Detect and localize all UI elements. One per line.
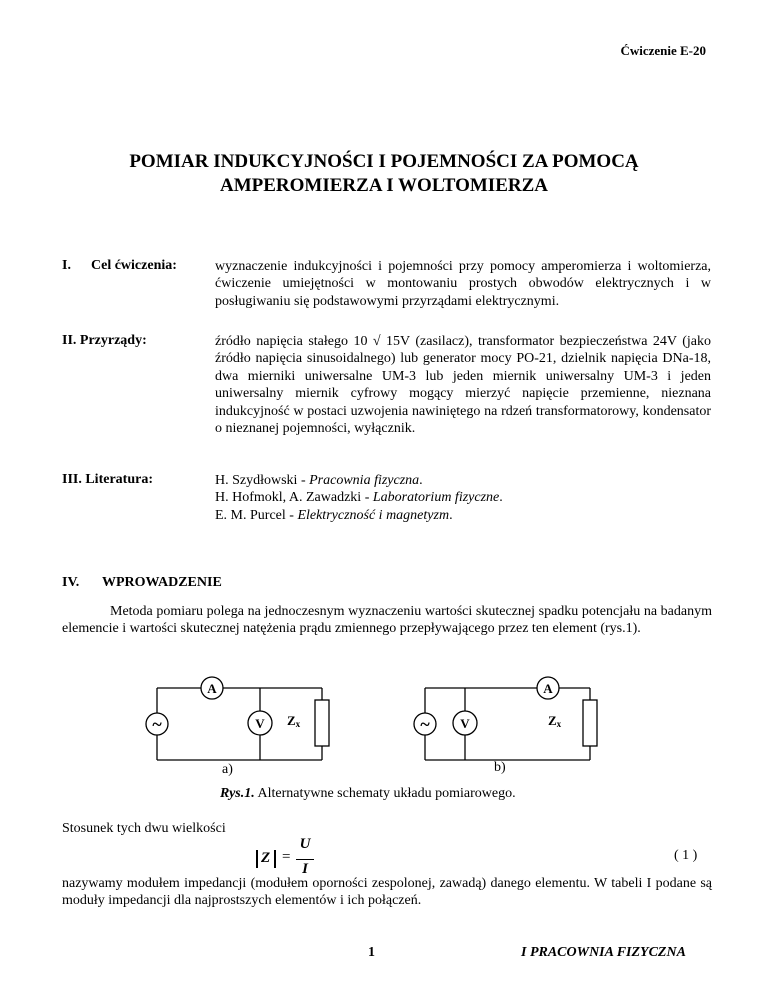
source-b-label: ~	[420, 714, 430, 734]
title-line-1: POMIAR INDUKCYJNOŚCI I POJEMNOŚCI ZA POMOCĄ	[129, 151, 639, 172]
literature-item: H. Hofmokl, A. Zawadzki - Laboratorium fizyczne.	[215, 490, 503, 506]
impedance-a-label: Zx	[287, 713, 301, 729]
page-number: 1	[368, 945, 375, 960]
equation-number: ( 1 )	[674, 848, 698, 863]
abs-bar-left	[256, 850, 258, 868]
intro-heading: WPROWADZENIE	[102, 575, 222, 590]
literature-item: E. M. Purcel - Elektryczność i magnetyzm.	[215, 507, 453, 523]
circuit-a	[146, 677, 329, 760]
ratio-intro: Stosunek tych dwu wielkości	[62, 821, 226, 836]
intro-number: IV.	[62, 575, 80, 590]
instruments-paragraph: źródło napięcia stałego 10 √ 15V (zasilacz), transformator bezpieczeństwa 24V (jako źródło napięcia sinusoidalnego) lub generator mocy PO-21, dzielnik napięcia DNa-18, dwa mierniki uniwersalne UM-3 lub jeden miernik uniwersalny UM-3 i jeden uniwersalny miernik cyfrowy mogący mierzyć napięcie przemienne, nieznana indukcyjność w postaci uzwojenia nawiniętego na rdzeń transformatorowy, kondensator o nieznanej pojemności, wyłącznik.	[215, 334, 711, 437]
impedance-b-label: Zx	[548, 713, 562, 729]
impedance-b-icon	[583, 700, 597, 746]
formula-denominator: I	[302, 861, 308, 877]
literature-list	[215, 472, 503, 524]
voltmeter-a-label: V	[255, 716, 265, 731]
literature-title: Elektryczność i magnetyzm	[297, 507, 450, 523]
ammeter-a-label: A	[207, 681, 217, 696]
formula-numerator: U	[299, 836, 311, 852]
circuit-diagrams	[0, 670, 768, 780]
instruments-text	[215, 333, 711, 437]
literature-item: H. Szydłowski - Pracownia fizyczna.	[215, 473, 423, 488]
source-a-label: ~	[152, 714, 162, 734]
literature-title: Pracownia fizyczna	[309, 473, 420, 488]
impedance-a-icon	[315, 700, 329, 746]
fraction-bar	[296, 859, 314, 860]
figure-caption: Rys.1. Alternatywne schematy układu pomiarowego.	[220, 786, 516, 801]
literature-label: III. Literatura:	[62, 472, 153, 487]
literature-title: Laboratorium fizyczne	[372, 490, 500, 506]
goal-label: Cel ćwiczenia:	[91, 258, 177, 273]
ratio-paragraph: nazywamy modułem impedancji (modułem oporności zespolonej, zawadą) danego elementu. W tabeli I podane są moduły impedancji dla najprostszych elementów i ich połączeń.	[62, 876, 712, 909]
formula-lhs: Z	[261, 850, 271, 866]
ammeter-b-label: A	[543, 681, 553, 696]
formula-equals: =	[282, 849, 291, 865]
figure-label-b: b)	[494, 760, 506, 775]
goal-number: I.	[62, 258, 71, 273]
goal-paragraph: wyznaczenie indukcyjności i pojemności przy pomocy amperomierza i woltomierza, ćwiczenie umiejętności w montowaniu prostych obwodów elektrycznych i w posługiwaniu się podstawowymi przyrządami elektrycznymi.	[215, 259, 711, 309]
voltmeter-b-label: V	[460, 716, 470, 731]
title-line-2: AMPEROMIERZA I WOLTOMIERZA	[220, 175, 548, 196]
course-name: I PRACOWNIA FIZYCZNA	[521, 945, 686, 960]
intro-paragraph: Metoda pomiaru polega na jednoczesnym wyznaczeniu wartości skutecznej spadku potencjału na badanym elemencie i wartości skutecznej natężenia prądu zmiennego przepływającego przez ten element (rys.1).	[62, 604, 712, 637]
figure-label-a: a)	[222, 762, 233, 777]
page-title	[0, 150, 768, 198]
goal-text	[215, 258, 711, 310]
circuit-b	[414, 677, 597, 760]
instruments-label: II. Przyrządy:	[62, 333, 147, 348]
abs-bar-right	[274, 850, 276, 868]
exercise-label: Ćwiczenie E-20	[620, 43, 706, 58]
